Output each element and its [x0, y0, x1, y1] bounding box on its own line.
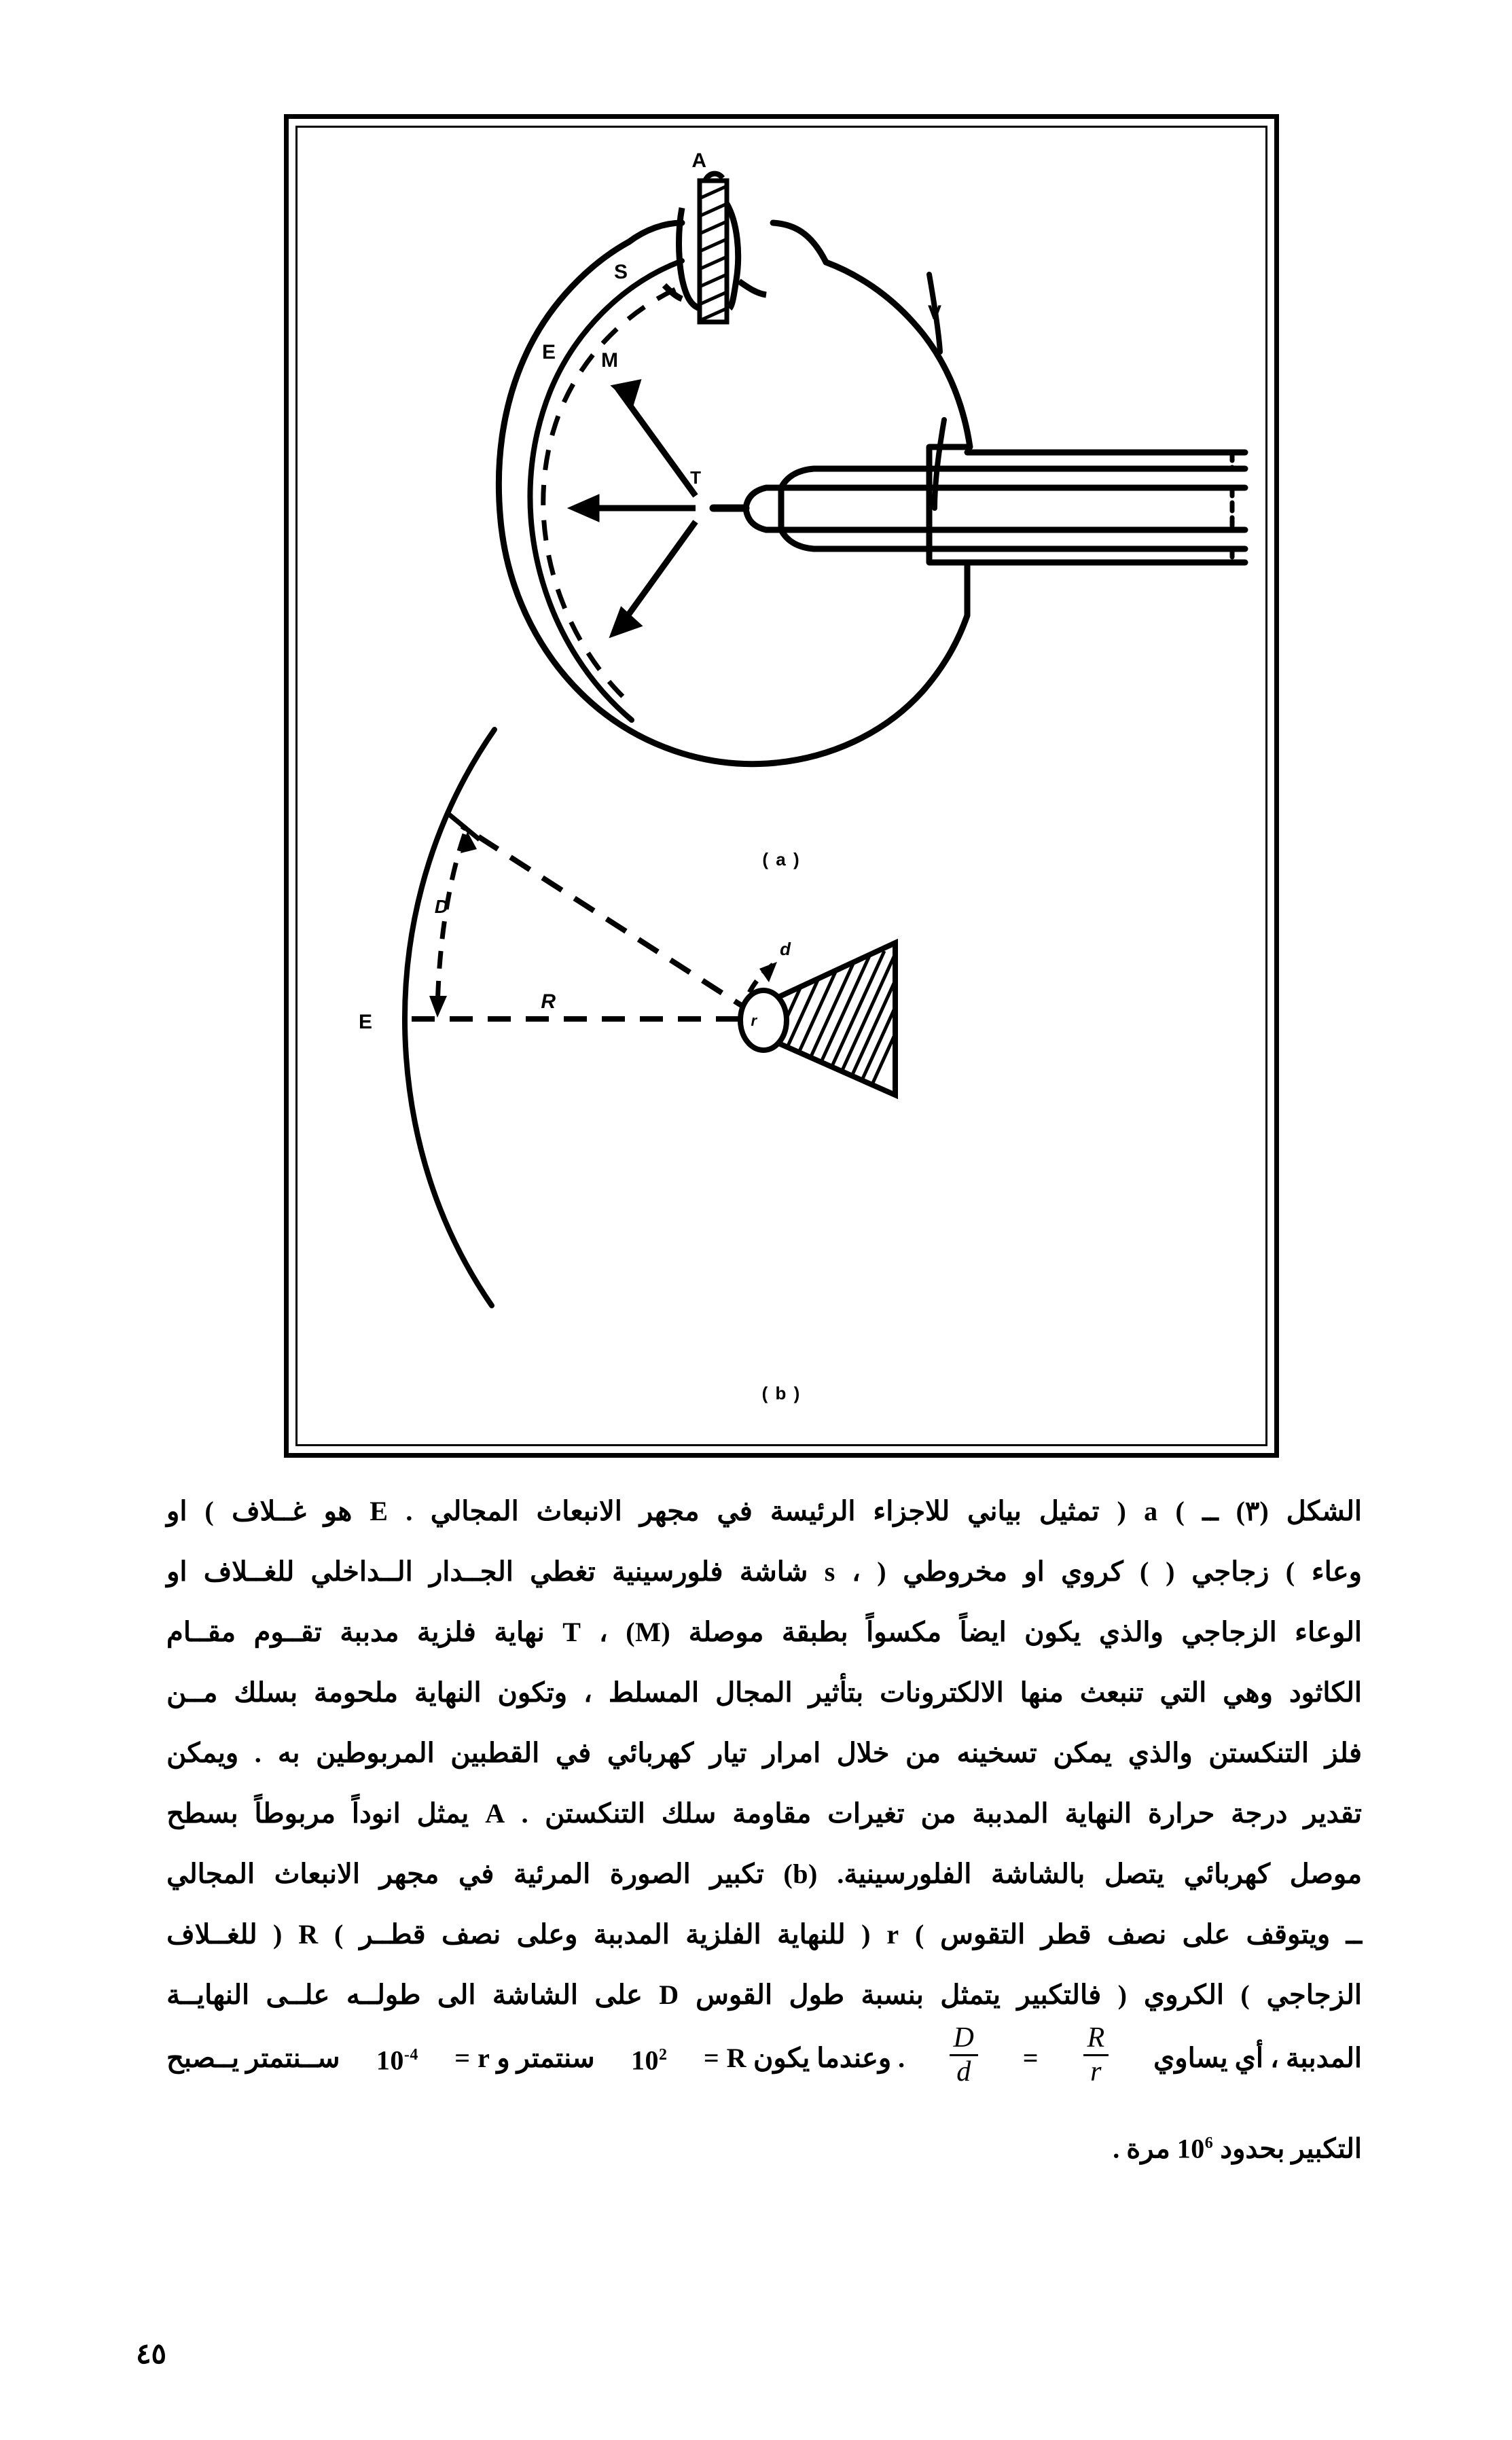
caption-word: وعاء: [1311, 1556, 1362, 1587]
caption-word: الالكترونات: [880, 1677, 1004, 1708]
caption-line: [166, 1904, 1362, 1964]
fraction-D-over-d: [947, 2024, 982, 2087]
figure-frame: [284, 114, 1279, 1458]
stem-collar-left: [679, 208, 700, 308]
caption-word: ): [1117, 1496, 1127, 1526]
caption-word: ايضاً: [959, 1617, 1007, 1647]
caption-word: .: [521, 1798, 529, 1829]
caption-word: التي: [1159, 1677, 1207, 1708]
caption-word: ): [1166, 1556, 1175, 1587]
caption-word: خلال: [836, 1738, 890, 1768]
caption-word: المجالي: [166, 1859, 255, 1889]
caption-word: وعلى: [516, 1919, 578, 1950]
caption-word: قطر: [1041, 1919, 1092, 1950]
caption-word: المرئية: [514, 1859, 591, 1889]
caption-word: (٣): [1236, 1496, 1269, 1526]
caption-word: R: [298, 1919, 319, 1950]
caption-word: مربوطاً: [254, 1798, 336, 1829]
caption-word: بتأثير: [808, 1677, 864, 1708]
caption-word: تغيرات: [827, 1798, 905, 1829]
caption-word: المجال: [715, 1677, 793, 1708]
caption-word: نصف: [442, 1919, 501, 1950]
anode-stem: [664, 174, 766, 322]
caption-word: الشاشة: [492, 1979, 578, 2010]
caption-word: ملحومة: [314, 1677, 399, 1708]
caption-word: النهاية: [1064, 1798, 1132, 1829]
tip-support-tube: [713, 452, 1245, 562]
caption-word: الكاثود: [1289, 1677, 1362, 1708]
caption-word: التنكستن: [545, 1798, 645, 1829]
caption-word: انوداً: [351, 1798, 401, 1829]
panel-a-label: ( a ): [762, 849, 801, 869]
caption-word: سلك: [661, 1798, 717, 1829]
tip-hemisphere: [740, 990, 787, 1050]
caption-word: ،: [598, 1617, 608, 1647]
caption-word: للغــلاف: [166, 1919, 257, 1950]
label-E: E: [541, 341, 556, 363]
caption-word: ويتوقف: [1246, 1919, 1331, 1950]
caption-word: مدببة: [340, 1617, 399, 1647]
caption-word: التقوس: [940, 1919, 1026, 1950]
caption-word: ،: [852, 1556, 861, 1587]
formula-lead-text: المدببة ، أي يساوي: [1153, 2042, 1362, 2073]
caption-word: في: [555, 1738, 592, 1768]
caption-word: يكون: [1024, 1617, 1081, 1647]
caption-word: درجة: [1231, 1798, 1288, 1829]
formula-unit-text-2: ســنتمتر يــصبح: [166, 2042, 340, 2073]
caption-word: حرارة: [1147, 1798, 1215, 1829]
figure-inner-frame: [295, 126, 1267, 1446]
fraction-R-over-r: [1080, 2024, 1111, 2087]
caption-word: الجــدار: [429, 1556, 514, 1587]
caption-line: [166, 1541, 1362, 1602]
caption-word: المربوطين: [316, 1738, 435, 1768]
caption-word: الــداخلي: [310, 1556, 413, 1587]
caption-line: [166, 1662, 1362, 1723]
caption-word: تقدير: [1303, 1798, 1362, 1829]
caption-word: النهايــة: [166, 1979, 250, 2010]
envelope-neck-right: [773, 223, 826, 262]
caption-line: [166, 1481, 1362, 1541]
caption-word: (b): [783, 1859, 818, 1889]
label-T: T: [690, 467, 701, 488]
fraction-R-over-r-denominator: r: [1083, 2054, 1109, 2087]
caption-word: (: [204, 1496, 215, 1526]
caption-word: مكسواً: [866, 1617, 942, 1647]
envelope-neck-left: [629, 223, 682, 242]
screen-inner-arc: [530, 261, 682, 720]
value-r-power: $10^{-4}$: [376, 2045, 418, 2076]
panel-b-label: ( b ): [761, 1383, 802, 1403]
label-S: S: [613, 261, 628, 283]
caption-word: مــن: [166, 1677, 218, 1708]
caption-word: ): [273, 1919, 283, 1950]
caption-word: بسطح: [166, 1798, 238, 1829]
caption-word: ،: [583, 1677, 592, 1708]
caption-word: موصلة: [688, 1617, 764, 1647]
caption-word: فلز: [1325, 1738, 1362, 1768]
caption-word: شاشة: [739, 1556, 808, 1587]
caption-word: r: [886, 1919, 899, 1950]
caption-word: في: [458, 1859, 494, 1889]
caption-word: (: [1175, 1496, 1185, 1526]
caption-word: من: [905, 1738, 941, 1768]
caption-last-line: [166, 2113, 1362, 2178]
caption-line: [166, 1783, 1362, 1844]
caption-line: [166, 1602, 1362, 1662]
caption-word: هو: [323, 1496, 353, 1526]
caption-word: s: [824, 1556, 835, 1587]
caption-word: المجالي: [430, 1496, 519, 1526]
caption-word: الزجاجي: [1266, 1979, 1362, 2010]
caption-word: او: [166, 1496, 187, 1526]
arc-d-arrow: [759, 962, 777, 982]
formula-mid-text: . وعندما يكون R =: [703, 2042, 905, 2073]
caption-line: [166, 1964, 1362, 2025]
caption-word: في: [717, 1496, 753, 1526]
caption-word: والذي: [1128, 1738, 1193, 1768]
caption-word: للاجزاء: [873, 1496, 950, 1526]
figure-caption-text: [166, 1481, 1362, 2179]
caption-word: تغطي: [530, 1556, 596, 1587]
caption-word: التنكستن: [1208, 1738, 1309, 1768]
caption-word: (M): [626, 1617, 671, 1647]
fraction-D-over-d-numerator: D: [953, 2022, 975, 2053]
caption-word: المسلط: [608, 1677, 700, 1708]
caption-word: .: [406, 1496, 413, 1526]
caption-word: نصف: [1107, 1919, 1167, 1950]
caption-word: الكروي: [1143, 1979, 1224, 2010]
caption-word: بطبقة: [781, 1617, 848, 1647]
caption-word: (: [334, 1919, 344, 1950]
caption-word: تقــوم: [253, 1617, 322, 1647]
caption-word: .: [254, 1738, 262, 1768]
caption-word: (: [1240, 1979, 1250, 2010]
caption-word: يتمثل: [940, 1979, 1001, 2010]
last-line-text-a: التكبير بحدود: [1213, 2133, 1362, 2164]
caption-word: علــى: [266, 1979, 330, 2010]
caption-word: بسلك: [234, 1677, 298, 1708]
caption-formula-line: [166, 2022, 1362, 2090]
caption-word: وتكون: [497, 1677, 568, 1708]
caption-word: الى: [437, 1979, 476, 2010]
caption-word: بنسبة: [861, 1979, 924, 2010]
caption-word: الزجاجي: [1181, 1617, 1277, 1647]
caption-word: الفلورسينية.: [837, 1859, 972, 1889]
label-M: M: [601, 349, 618, 372]
vacuum-port-lower: [935, 420, 944, 508]
arc-D-arrow-bottom: [429, 996, 447, 1018]
tip-cone: [740, 922, 928, 1111]
caption-word: مقــام: [166, 1617, 236, 1647]
caption-line: [166, 1723, 1362, 1783]
caption-word: A: [485, 1798, 505, 1829]
caption-word: نهاية: [494, 1617, 545, 1647]
caption-word: كهربائي: [607, 1738, 694, 1768]
label-r: r: [751, 1012, 757, 1029]
label-D: D: [434, 896, 448, 917]
caption-word: فلزية: [416, 1617, 476, 1647]
caption-word: بياني: [967, 1496, 1022, 1526]
caption-word: ــ: [1202, 1496, 1219, 1526]
label-R: R: [541, 990, 556, 1013]
caption-word: او: [1024, 1556, 1045, 1587]
caption-word: زجاجي: [1191, 1556, 1270, 1587]
label-d: d: [780, 939, 791, 959]
caption-word: الانبعاث: [536, 1496, 622, 1526]
caption-word: تيار: [709, 1738, 747, 1768]
caption-word: قطــر: [359, 1919, 426, 1950]
caption-word: مجهر: [639, 1496, 700, 1526]
caption-word: المدببة: [593, 1919, 670, 1950]
caption-word: طولــه: [346, 1979, 421, 2010]
fraction-R-over-r-numerator: R: [1087, 2022, 1105, 2053]
emission-arrows: [575, 383, 696, 633]
caption-word: a: [1144, 1496, 1158, 1526]
caption-word: الرئيسة: [770, 1496, 856, 1526]
caption-word: للنهاية: [777, 1919, 846, 1950]
caption-word: (: [1140, 1556, 1149, 1587]
caption-word: موصل: [1289, 1859, 1362, 1889]
formula-equals: =: [1022, 2042, 1039, 2073]
caption-word: للغــلاف: [203, 1556, 295, 1587]
panel-b-drawing: [359, 730, 928, 1306]
caption-word: كهربائي: [1183, 1859, 1271, 1889]
caption-word: الوعاء: [1295, 1617, 1362, 1647]
caption-word: من: [920, 1798, 956, 1829]
label-V: V: [927, 302, 941, 324]
caption-word: الشكل: [1286, 1496, 1362, 1526]
caption-line: [166, 1844, 1362, 1904]
caption-word: تسخينه: [956, 1738, 1037, 1768]
caption-word: D: [659, 1979, 679, 2010]
caption-word: تنبعث: [1079, 1677, 1144, 1708]
caption-word: كروي: [1061, 1556, 1123, 1587]
magnification-value: $10^6$: [1176, 2133, 1214, 2164]
caption-word: ): [877, 1556, 887, 1587]
caption-word: (: [914, 1919, 924, 1950]
caption-word: منها: [1020, 1677, 1064, 1708]
caption-word: T: [562, 1617, 581, 1647]
caption-word: مجهر: [379, 1859, 439, 1889]
caption-word: ويمكن: [166, 1738, 239, 1768]
caption-word: ): [1117, 1979, 1128, 2010]
glass-envelope-outline: [499, 242, 970, 764]
caption-word: القوس: [696, 1979, 773, 2010]
caption-word: يمكن: [1053, 1738, 1113, 1768]
caption-word: E: [370, 1496, 389, 1526]
caption-word: والذي: [1098, 1617, 1164, 1647]
caption-word: يمثل: [416, 1798, 469, 1829]
caption-word: ــ: [1346, 1919, 1362, 1950]
caption-word: تكبير: [710, 1859, 764, 1889]
field-emission-microscope-diagram: [298, 128, 1265, 1444]
caption-word: فالتكبير: [1017, 1979, 1102, 2010]
caption-word: بالشاشة: [990, 1859, 1085, 1889]
caption-word: غــلاف: [232, 1496, 306, 1526]
caption-word: به: [277, 1738, 300, 1768]
caption-word: امرار: [763, 1738, 821, 1768]
label-A: A: [691, 149, 706, 172]
caption-word: طول: [789, 1979, 845, 2010]
caption-word: النهاية: [414, 1677, 482, 1708]
caption-word: وهي: [1223, 1677, 1273, 1708]
label-E-b: E: [358, 1011, 372, 1033]
last-line-text-b: مرة .: [1113, 2133, 1177, 2164]
caption-word: المدببة: [972, 1798, 1049, 1829]
caption-word: او: [166, 1556, 187, 1587]
value-R-power: $10^2$: [630, 2045, 668, 2076]
panel-a-drawing: [499, 149, 1245, 764]
caption-word: ): [861, 1919, 871, 1950]
caption-word: الصورة: [609, 1859, 691, 1889]
caption-word: على: [594, 1979, 643, 2010]
caption-word: الانبعاث: [274, 1859, 360, 1889]
caption-word: يتصل: [1104, 1859, 1165, 1889]
caption-word: مقاومة: [732, 1798, 812, 1829]
page-number: ٤٥: [136, 2339, 167, 2370]
caption-word: فلورسينية: [612, 1556, 723, 1587]
caption-word: تمثيل: [1039, 1496, 1100, 1526]
caption-word: الفلزية: [685, 1919, 761, 1950]
caption-word: على: [1182, 1919, 1231, 1950]
caption-word: مخروطي: [903, 1556, 1008, 1587]
caption-word: القطبين: [450, 1738, 540, 1768]
fraction-D-over-d-denominator: d: [950, 2054, 978, 2087]
caption-word: (: [1285, 1556, 1295, 1587]
formula-unit-text-1: سنتمتر و r =: [454, 2042, 595, 2073]
